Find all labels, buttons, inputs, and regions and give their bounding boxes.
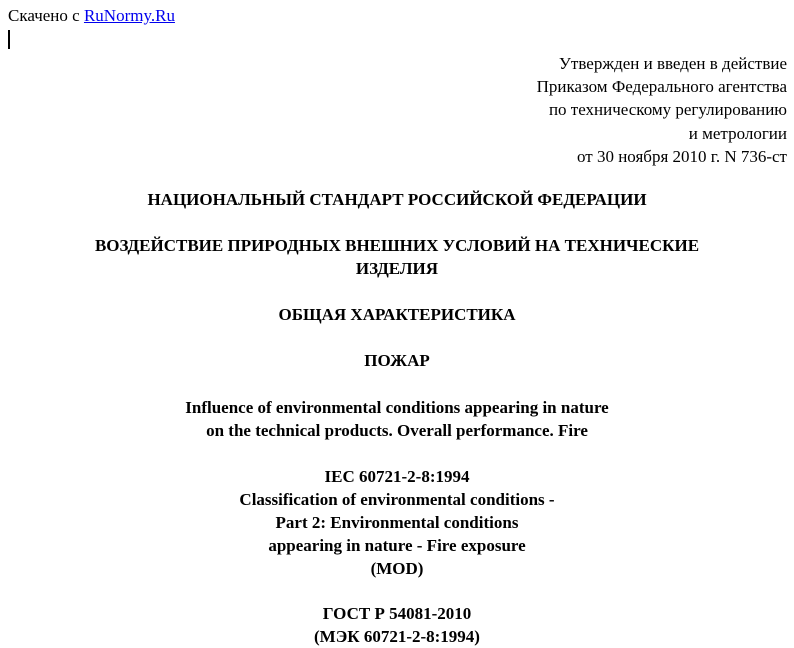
- title-ru-line: ИЗДЕЛИЯ: [355, 259, 439, 278]
- runormy-link[interactable]: RuNormy.Ru: [83, 6, 175, 25]
- approval-line: от 30 ноября 2010 г. N 736-ст: [577, 146, 787, 166]
- iec-line: Part 2: Environmental conditions: [275, 513, 519, 532]
- gost-reference: [0, 602, 794, 648]
- iec-reference: [0, 465, 794, 580]
- standard-heading: [0, 188, 794, 211]
- title-en-line: Influence of environmental conditions appearing in nature: [185, 398, 609, 417]
- subtitle-fire-text: ПОЖАР: [364, 351, 430, 370]
- title-ru-line: ВОЗДЕЙСТВИЕ ПРИРОДНЫХ ВНЕШНИХ УСЛОВИЙ НА ТЕХНИЧЕСКИЕ: [94, 236, 700, 255]
- download-prefix: Скачено с: [8, 6, 80, 25]
- gost-line: ГОСТ Р 54081-2010: [322, 604, 472, 623]
- approval-line: по техническому регулированию: [548, 100, 787, 120]
- subtitle-general: [0, 303, 794, 326]
- subtitle-general-text: ОБЩАЯ ХАРАКТЕРИСТИКА: [278, 305, 516, 324]
- gost-line: (МЭК 60721-2-8:1994): [314, 627, 480, 646]
- approval-block: [537, 52, 787, 168]
- approval-line: Утвержден и введен в действие: [558, 54, 787, 73]
- iec-line: Classification of environmental conditions -: [239, 490, 555, 509]
- iec-line: (MOD): [370, 559, 424, 578]
- approval-line: и метрологии: [688, 123, 787, 143]
- subtitle-fire: [0, 349, 794, 372]
- title-en-line: on the technical products. Overall performance. Fire: [206, 421, 588, 440]
- iec-line: appearing in nature - Fire exposure: [268, 536, 526, 555]
- title-ru: [0, 234, 794, 280]
- title-en: [0, 396, 794, 442]
- standard-heading-text: НАЦИОНАЛЬНЫЙ СТАНДАРТ РОССИЙСКОЙ ФЕДЕРАЦИИ: [147, 190, 647, 209]
- approval-line: Приказом Федерального агентства: [536, 77, 787, 97]
- download-source-line: [8, 6, 175, 26]
- iec-line: IEC 60721-2-8:1994: [324, 467, 470, 486]
- text-cursor: [8, 30, 10, 49]
